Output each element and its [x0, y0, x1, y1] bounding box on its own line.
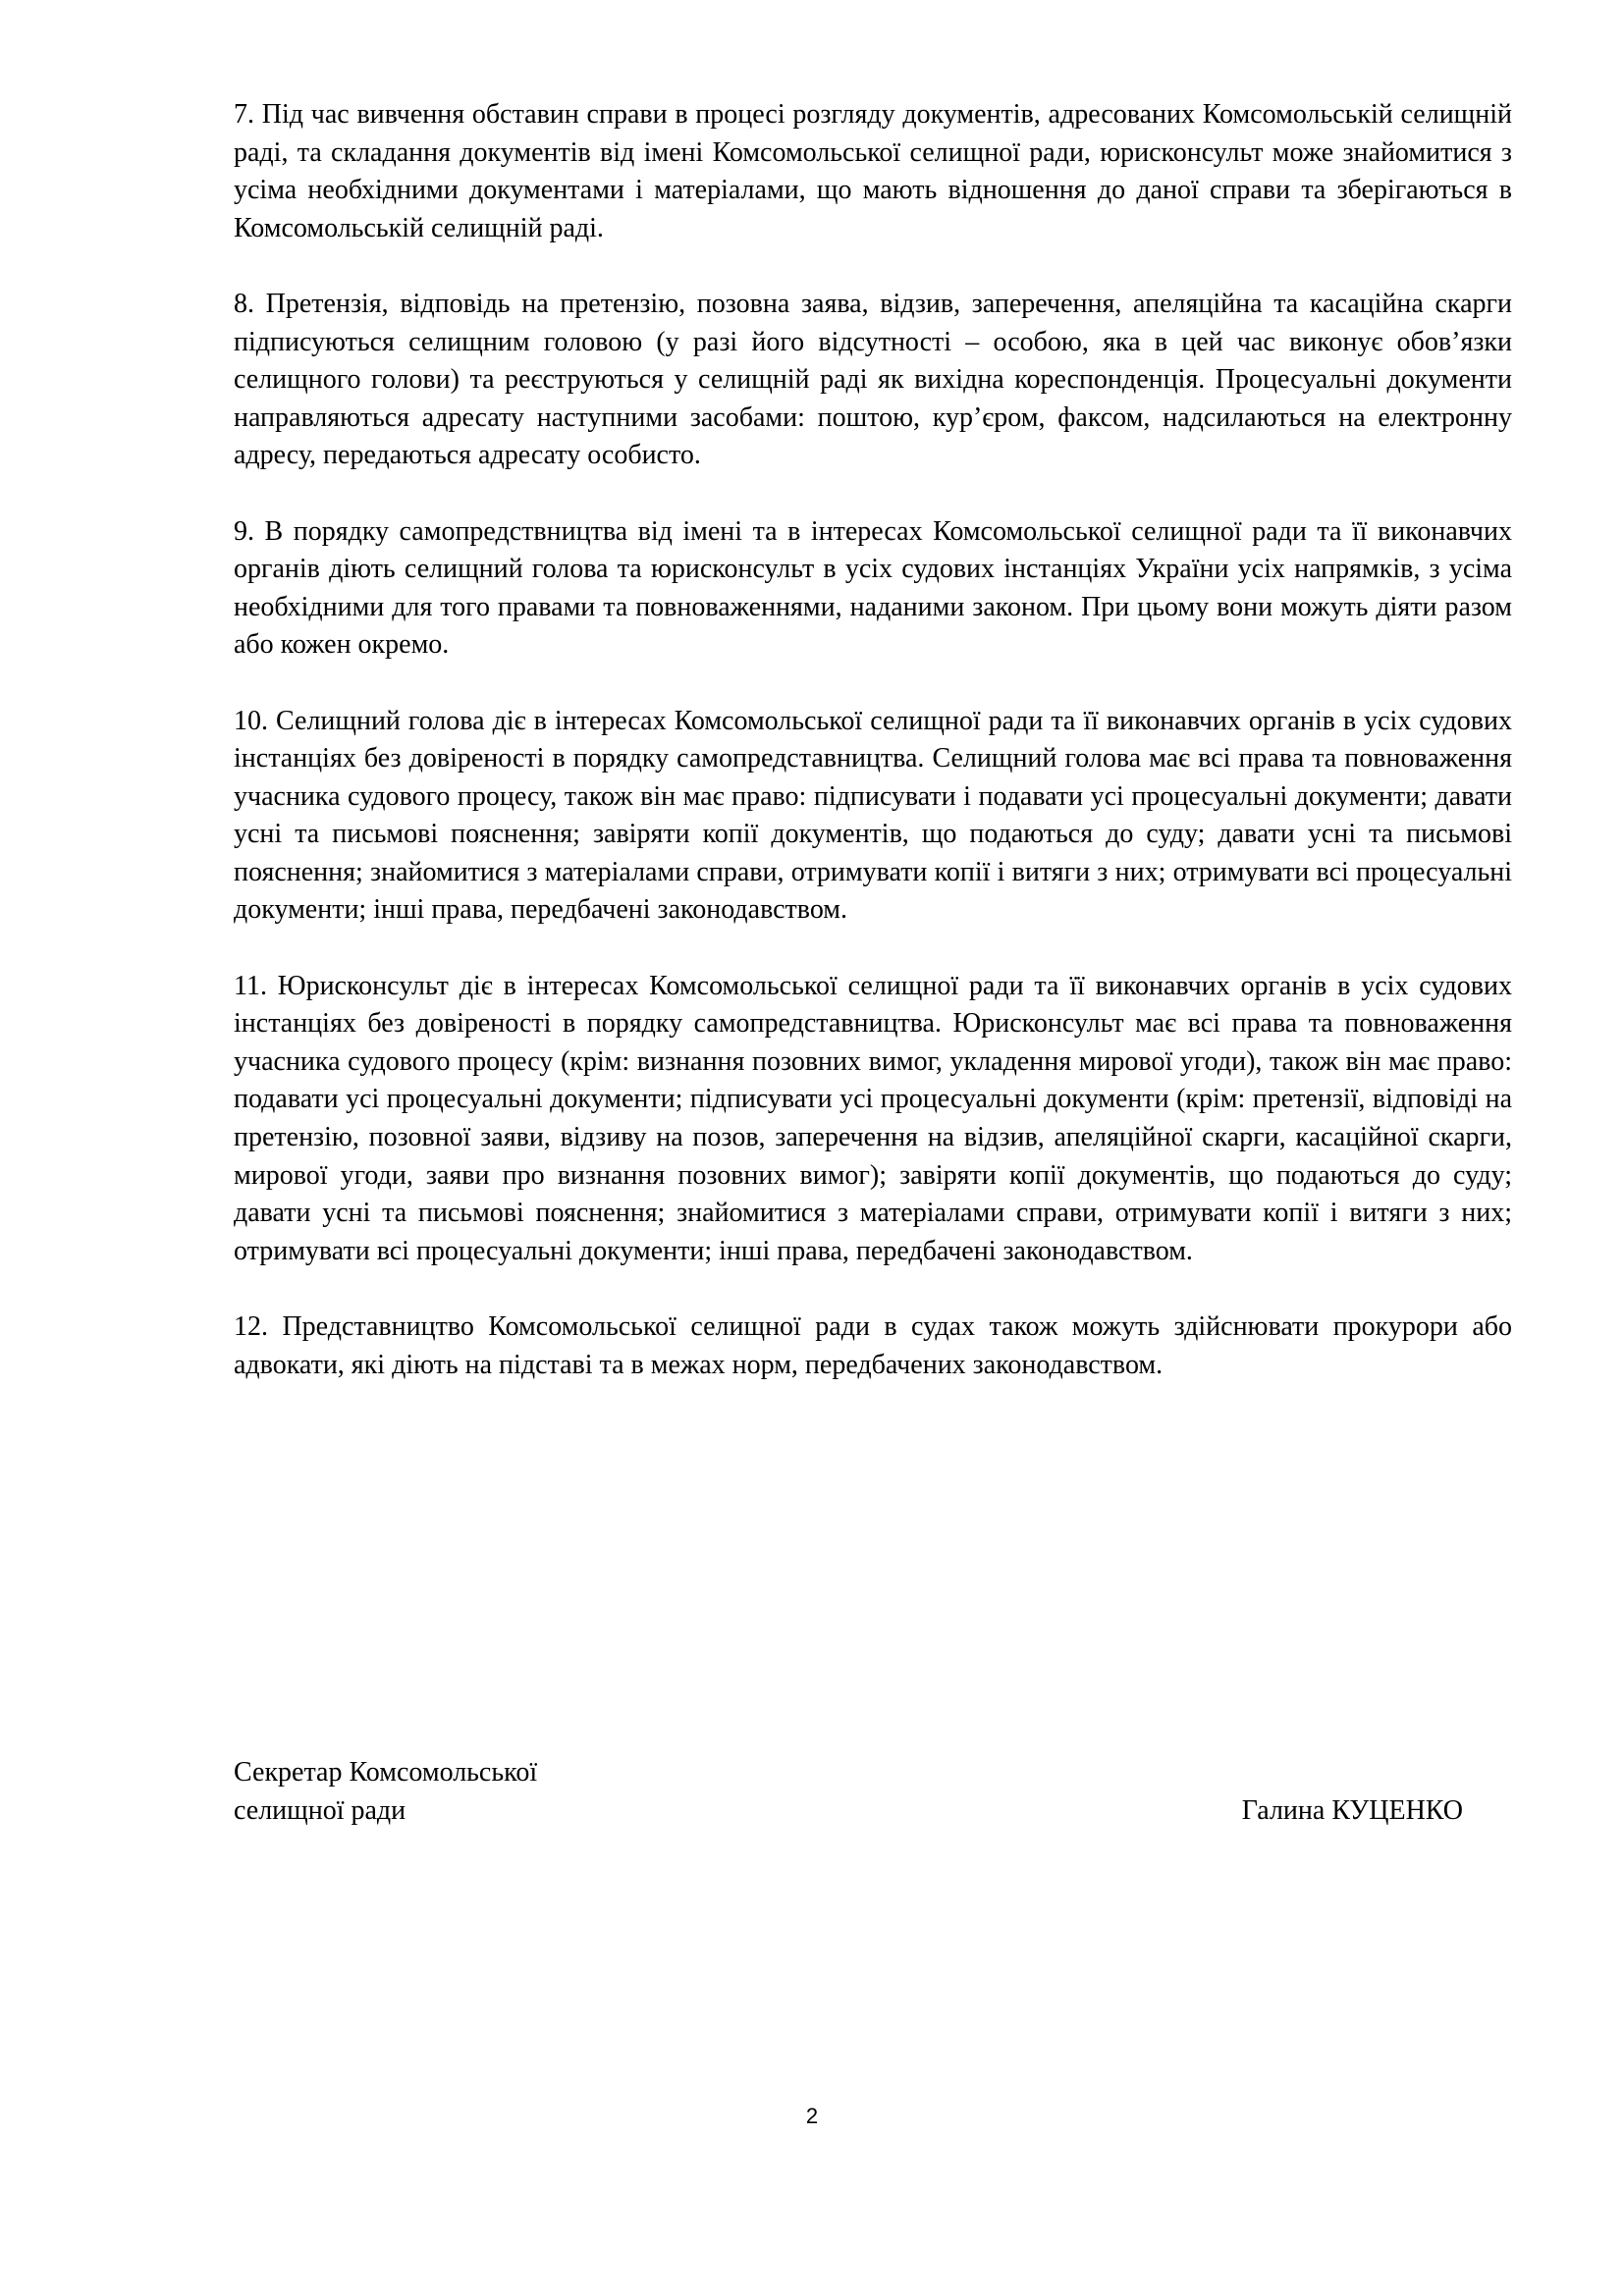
paragraph-11: 11. Юрисконсульт діє в інтересах Комсомольської селищної ради та її виконавчих органів в усіх судових інстанціях без довіреності в порядку самопредставництва. Юрисконсульт має всі права та повноваження учасника судового процесу (крім: визнання позовних вимог, укладення мирової угоди), також він має право: подавати усі процесуальні документи; підписувати усі процесуальні документи (крім: претензії, відповіді на претензію, позовної заяви, відзиву на позов, заперечення на відзив, апеляційної скарги, касаційної скарги, мирової угоди, заяви про визнання позовних вимог); завіряти копії документів, що подаються до суду; давати усні та письмові пояснення; знайомитися з матеріалами справи, отримувати копії і витяги з них; отримувати всі процесуальні документи; інші права, передбачені законодавством.	[234, 970, 1512, 1266]
signatory-title	[234, 1754, 537, 1830]
document-body	[234, 96, 1512, 1422]
signature-block	[234, 1754, 1490, 1830]
paragraph-9: 9. В порядку самопредствництва від імені та в інтересах Комсомольської селищної ради та її виконавчих органів діють селищний голова та юрисконсульт в усіх судових інстанціях України усіх напрямків, з усіма необхідними для того правами та повноваженнями, наданими законом. При цьому вони можуть діяти разом або кожен окремо.	[234, 515, 1512, 661]
signatory-title-line1: Секретар Комсомольської	[234, 1757, 538, 1788]
signatory-title-line2: селищної ради	[234, 1794, 406, 1826]
paragraph-7: 7. Під час вивчення обставин справи в процесі розгляду документів, адресованих Комсомольській селищній раді, та складання документів від імені Комсомольської селищної ради, юрисконсульт може знайомитися з усіма необхідними документами і матеріалами, що мають відношення до даної справи та зберігаються в Комсомольській селищній раді.	[234, 99, 1512, 243]
paragraph-8: 8. Претензія, відповідь на претензію, позовна заява, відзив, заперечення, апеляційна та касаційна скарги підписуються селищним головою (у разі його відсутності – особою, яка в цей час виконує обов’язки селищного голови) та реєструються у селищній раді як вихідна кореспонденція. Процесуальні документи направляються адресату наступними засобами: поштою, кур’єром, факсом, надсилаються на електронну адресу, передаються адресату особисто.	[234, 288, 1512, 471]
signatory-name: Галина КУЦЕНКО	[1241, 1794, 1463, 1826]
paragraph-12: 12. Представництво Комсомольської селищної ради в судах також можуть здійснювати прокурори або адвокати, які діють на підставі та в межах норм, передбачених законодавством.	[234, 1311, 1512, 1380]
paragraph-10: 10. Селищний голова діє в інтересах Комсомольської селищної ради та її виконавчих органів в усіх судових інстанціях без довіреності в порядку самопредставництва. Селищний голова має всі права та повноваження учасника судового процесу, також він має право: підписувати і подавати усі процесуальні документи; давати усні та письмові пояснення; завіряти копії документів, що подаються до суду; давати усні та письмові пояснення; знайомитися з матеріалами справи, отримувати копії і витяги з них; отримувати всі процесуальні документи; інші права, передбачені законодавством.	[234, 705, 1512, 926]
page-number: 2	[805, 2104, 819, 2128]
